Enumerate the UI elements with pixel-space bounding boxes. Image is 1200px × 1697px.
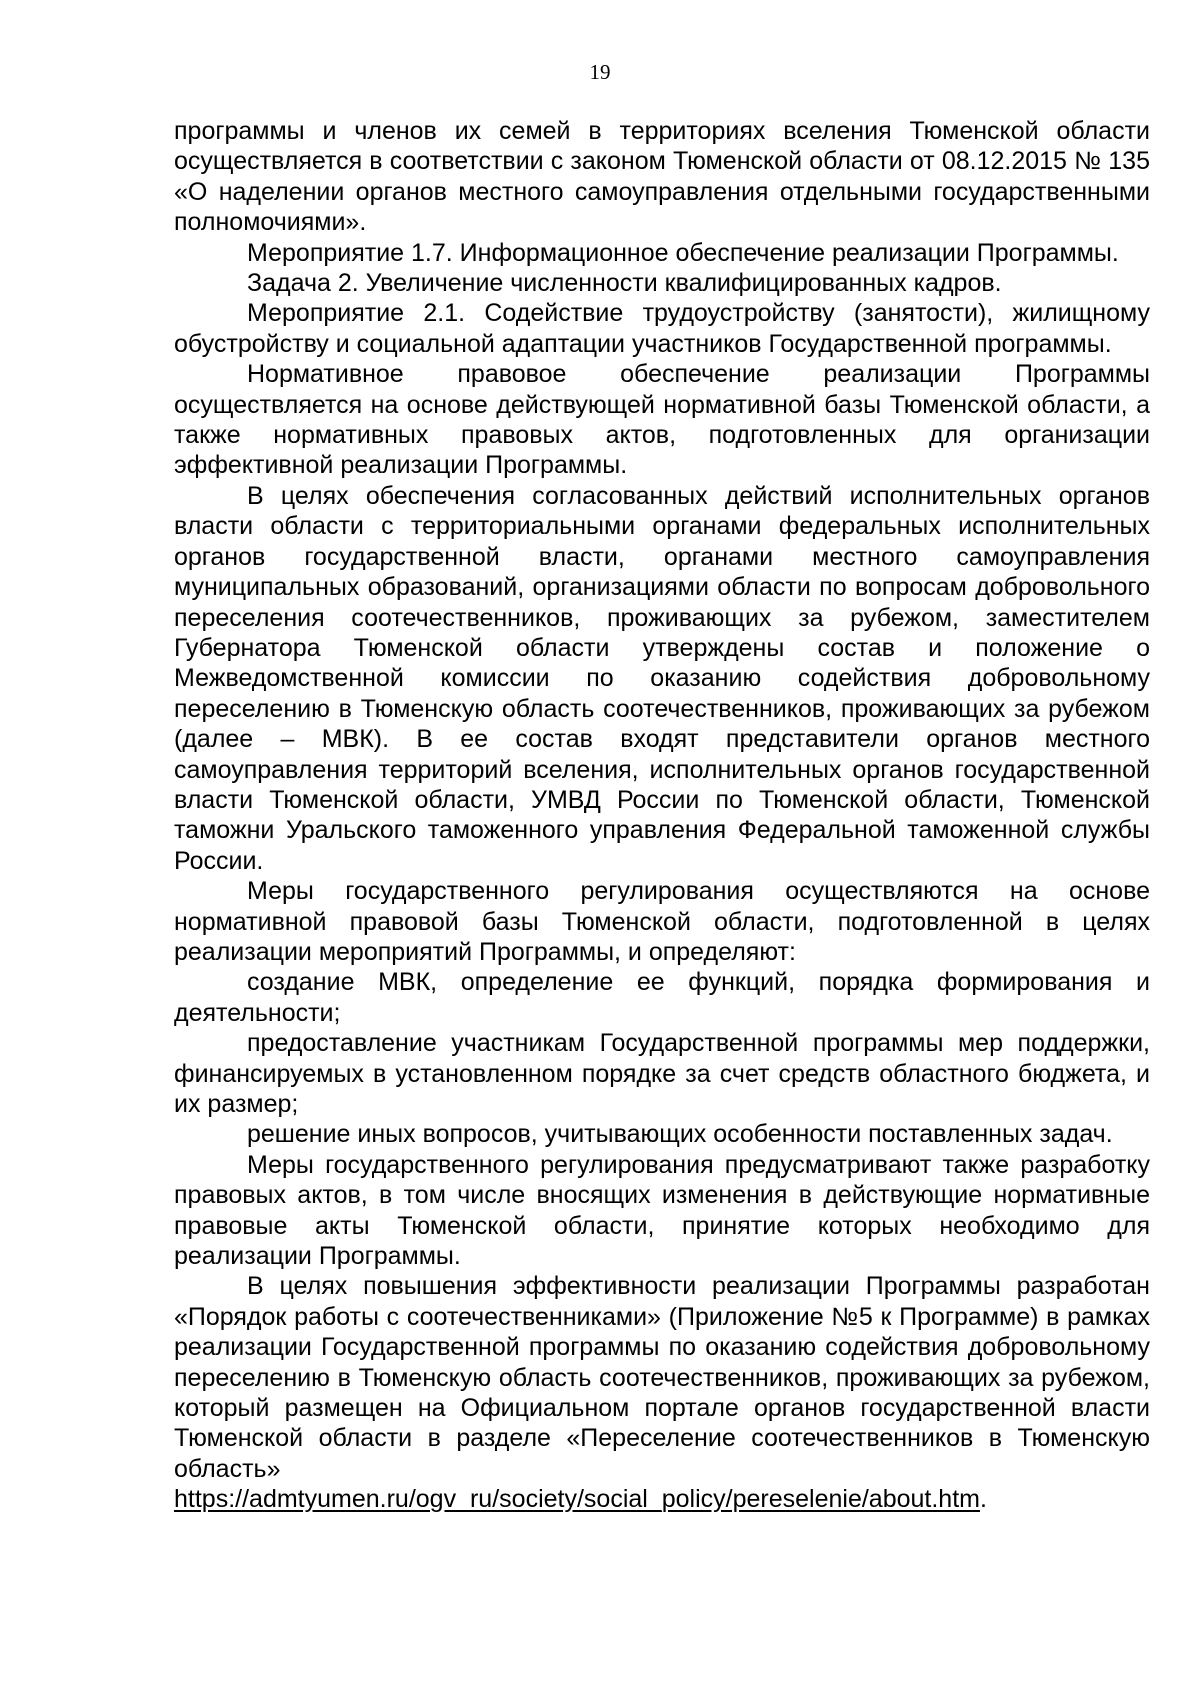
paragraph-2: Мероприятие 1.7. Информационное обеспечение реализации Программы. [247,238,1119,267]
paragraph-3: Задача 2. Увеличение численности квалифицированных кадров. [247,269,1002,298]
paragraph-12: В целях повышения эффективности реализации Программы разработан «Порядок работы с соотечественниками» (Приложение №5 к Программе) в рамках реализации Государственной программы по оказанию содействия добровольному переселению в Тюменскую область соотечественников, проживающих за рубежом, который размещен на Официальном портале органов государственной власти Тюменской области в разделе «Переселение соотечественников в Тюменскую область» [174,1272,1150,1483]
paragraph-7: Меры государственного регулирования осуществляются на основе нормативной правовой базы Тюменской области, подготовленной в целях реализации мероприятий Программы, и определяют: [174,877,1150,966]
paragraph-5: Нормативное правовое обеспечение реализации Программы осуществляется на основе действующей нормативной базы Тюменской области, а также нормативных правовых актов, подготовленных для организации эффективной реализации Программы. [174,360,1150,480]
document-body [174,116,1150,1515]
page-number: 19 [589,60,611,84]
paragraph-8: создание МВК, определение ее функций, порядка формирования и деятельности; [174,968,1150,1027]
link-line [174,1484,1150,1514]
paragraph-10: решение иных вопросов, учитывающих особенности поставленных задач. [247,1120,1113,1149]
paragraph-9: предоставление участникам Государственной программы мер поддержки, финансируемых в установленном порядке за счет средств областного бюджета, и их размер; [174,1029,1150,1118]
pereselenie-link[interactable]: https://admtyumen.ru/ogv_ru/society/social_policy/pereselenie/about.htm [174,1485,980,1514]
paragraph-4: Мероприятие 2.1. Содействие трудоустройству (занятости), жилищному обустройству и социальной адаптации участников Государственной программы. [174,299,1150,358]
paragraph-11: Меры государственного регулирования предусматривают также разработку правовых актов, в том числе вносящих изменения в действующие нормативные правовые акты Тюменской области, принятие которых необходимо для реализации Программы. [174,1150,1150,1271]
paragraph-1: программы и членов их семей в территориях вселения Тюменской области осуществляется в соответствии с законом Тюменской области от 08.12.2015 № 135 «О наделении органов местного самоуправления отдельными государственными полномочиями». [174,117,1150,237]
paragraph-6: В целях обеспечения согласованных действий исполнительных органов власти области с территориальными органами федеральных исполнительных органов государственной власти, органами местного самоуправления муниципальных образований, организациями области по вопросам добровольного переселения соотечественников, проживающих за рубежом, заместителем Губернатора Тюменской области утверждены состав и положение о Межведомственной комиссии по оказанию содействия добровольному переселению в Тюменскую область соотечественников, проживающих за рубежом (далее – МВК). В ее состав входят представители органов местного самоуправления территорий вселения, исполнительных органов государственной власти Тюменской области, УМВД России по Тюменской области, Тюменской таможни Уральского таможенного управления Федеральной таможенной службы России. [174,481,1150,875]
link-trailing-punctuation: . [979,1485,987,1514]
